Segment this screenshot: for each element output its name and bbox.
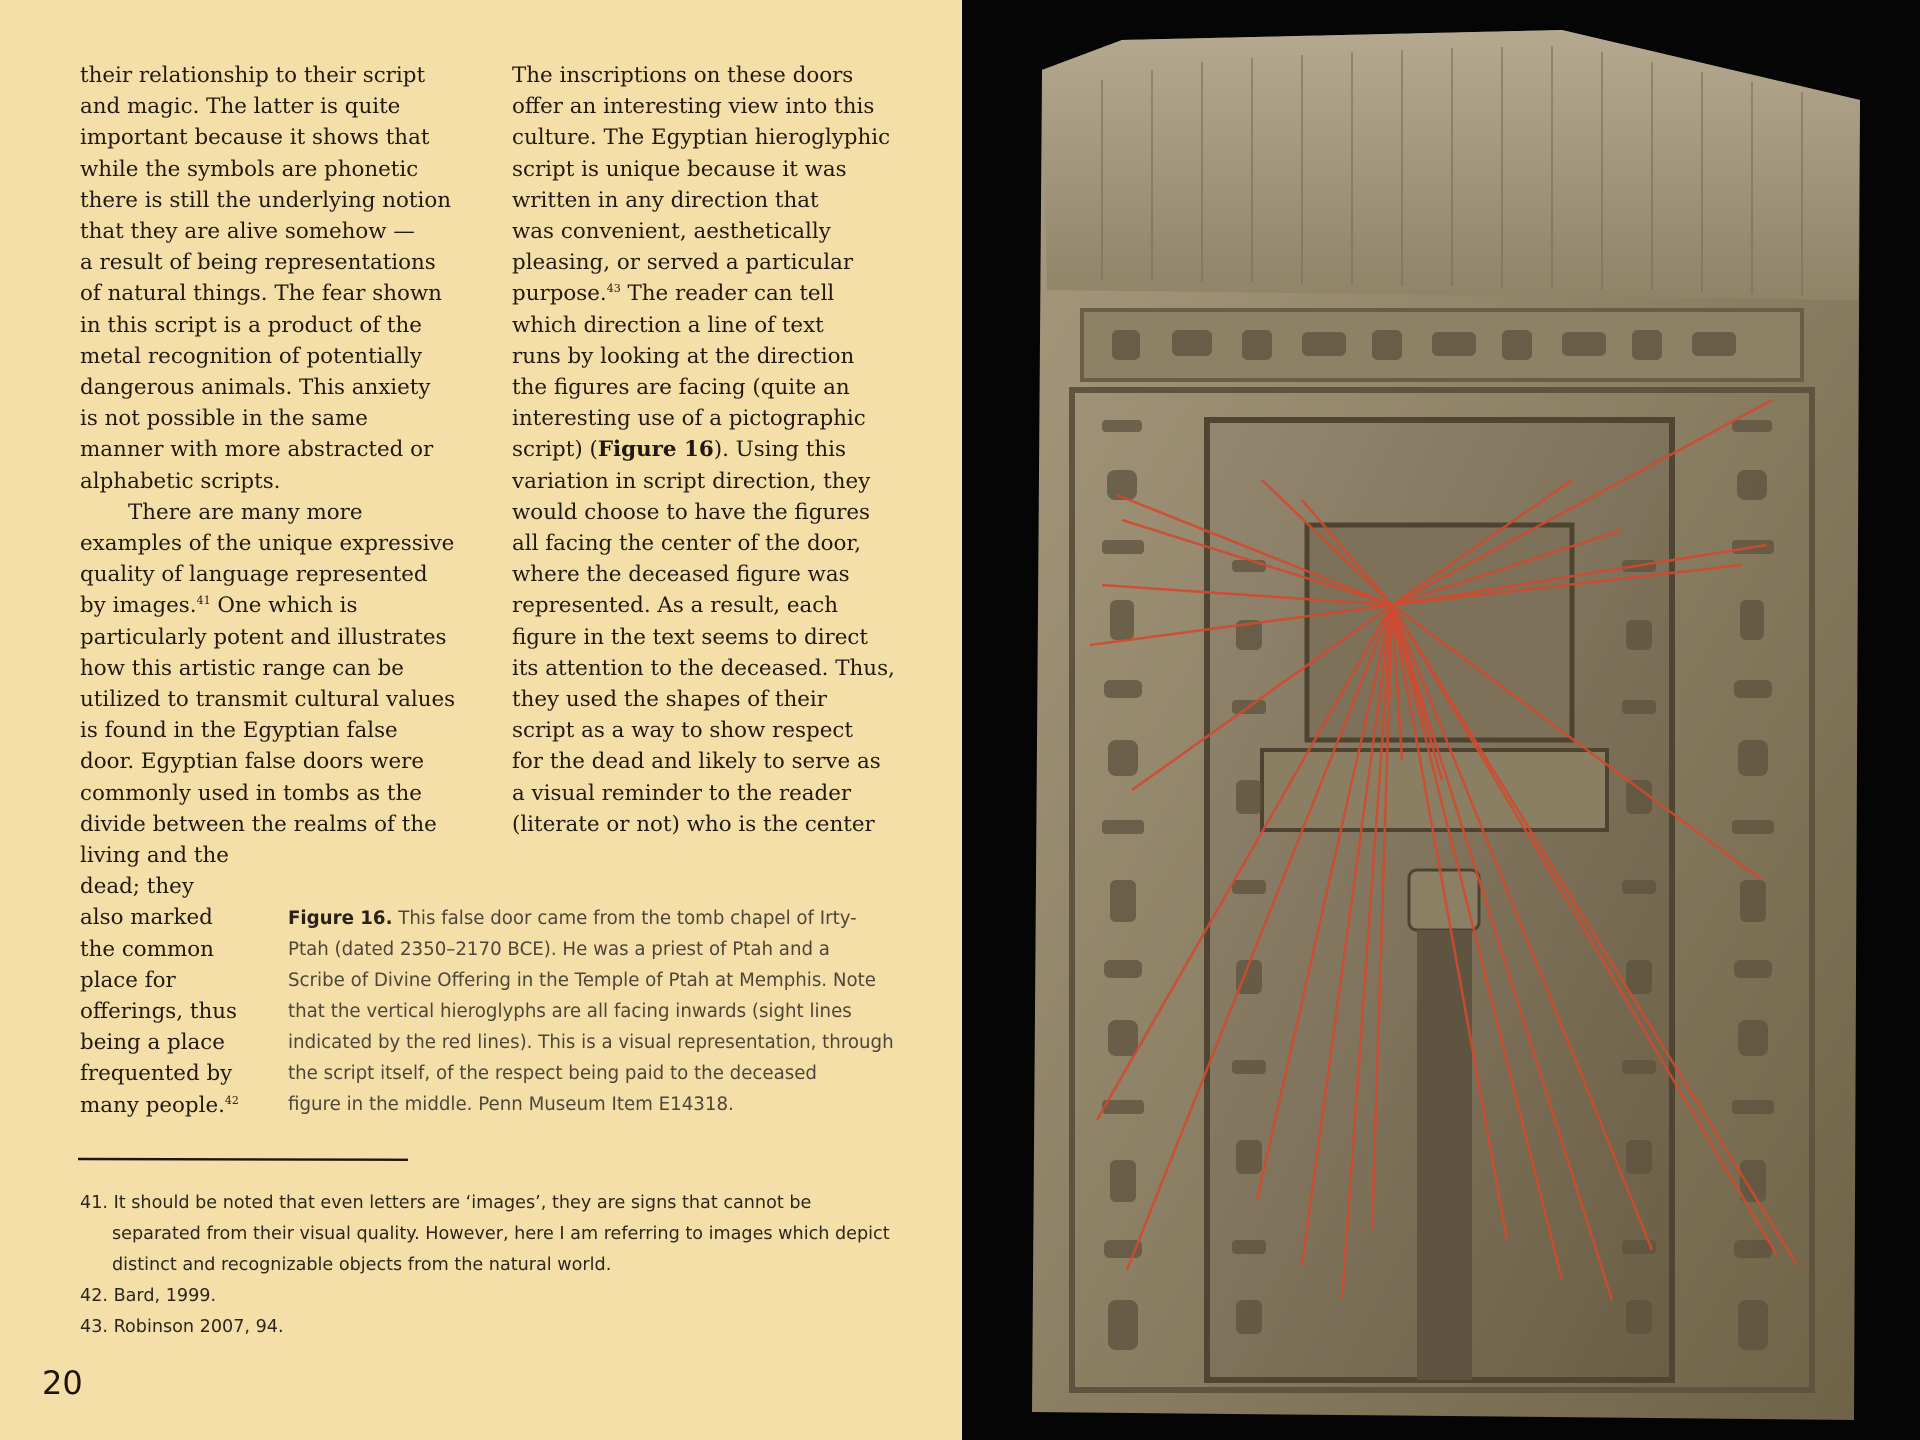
text-line: by images.: [80, 593, 197, 619]
text-line: The reader can tell: [620, 281, 835, 307]
text-line: also marked: [80, 905, 213, 931]
text-line: was convenient, aesthetically: [512, 219, 831, 245]
text-line: being a place: [80, 1030, 225, 1056]
text-line: frequented by: [80, 1061, 233, 1087]
text-line: their relationship to their script: [80, 63, 426, 88]
text-line: which direction a line of text: [512, 312, 824, 338]
drum: [1409, 870, 1479, 930]
footnote-divider: [78, 1157, 408, 1161]
caption-label: Figure 16.: [288, 908, 393, 929]
text-line: examples of the unique expressive: [80, 531, 455, 557]
false-door-photo: [962, 0, 1920, 1440]
body-column-1-narrow: [80, 840, 239, 1121]
text-line: is found in the Egyptian false: [80, 718, 398, 744]
caption-line: that the vertical hieroglyphs are all facing inwards (sight lines: [288, 1001, 852, 1022]
text-line: the common: [80, 936, 214, 962]
caption-line: This false door came from the tomb chapel of Irty-: [392, 908, 857, 929]
footnote-41: 41. It should be noted that even letters are ‘images’, they are signs that cannot be separated from their visual quality. However, here I am referring to images which depict distinct and recognizable objects from the natural world.: [80, 1193, 890, 1275]
text-line: (literate or not) who is the center: [512, 811, 875, 837]
lintel: [1262, 750, 1607, 830]
text-line: in this script is a product of the: [80, 312, 422, 338]
text-line: divide between the realms of the: [80, 811, 437, 837]
caption-line: figure in the middle. Penn Museum Item E14318.: [288, 1094, 734, 1115]
text-line: how this artistic range can be: [80, 655, 404, 681]
text-line: and magic. The latter is quite: [80, 94, 401, 120]
text-line: particularly potent and illustrates: [80, 624, 447, 650]
text-line: ). Using this: [713, 437, 846, 463]
text-line: represented. As a result, each: [512, 593, 839, 619]
text-line: there is still the underlying notion: [80, 187, 451, 213]
footnote-43: 43. Robinson 2007, 94.: [80, 1317, 284, 1337]
text-line: of natural things. The fear shown: [80, 281, 442, 307]
text-line: script is unique because it was: [512, 156, 847, 182]
text-line: dangerous animals. This anxiety: [80, 375, 431, 401]
text-line: figure in the text seems to direct: [512, 624, 869, 650]
body-column-2: [512, 60, 895, 840]
text-line: the figures are facing (quite an: [512, 375, 850, 401]
text-line: many people.: [80, 1092, 225, 1118]
text-line: script) (: [512, 437, 598, 463]
right-page: [962, 0, 1920, 1440]
text-line: One which is: [210, 593, 358, 619]
caption-line: the script itself, of the respect being paid to the deceased: [288, 1063, 817, 1084]
text-line: alphabetic scripts.: [80, 468, 281, 494]
text-line: offer an interesting view into this: [512, 94, 875, 120]
text-line: that they are alive somehow —: [80, 219, 415, 245]
text-line: utilized to transmit cultural values: [80, 687, 456, 713]
text-line: dead; they: [80, 874, 194, 900]
text-line: There are many more: [128, 499, 363, 525]
text-line: is not possible in the same: [80, 406, 368, 432]
footnotes: [80, 1188, 900, 1343]
figure-caption: [288, 903, 894, 1120]
text-line: manner with more abstracted or: [80, 437, 434, 463]
text-line: important because it shows that: [80, 125, 430, 151]
body-column-1: [80, 60, 455, 840]
text-line: they used the shapes of their: [512, 687, 827, 713]
text-line: a visual reminder to the reader: [512, 780, 852, 806]
text-line: door. Egyptian false doors were: [80, 749, 425, 775]
text-line: runs by looking at the direction: [512, 343, 855, 369]
page-number: 20: [42, 1364, 83, 1402]
text-line: script as a way to show respect: [512, 718, 853, 744]
text-line: where the deceased figure was: [512, 562, 850, 588]
text-line: metal recognition of potentially: [80, 343, 423, 369]
text-line: interesting use of a pictographic: [512, 406, 866, 432]
text-line: quality of language represented: [80, 562, 428, 588]
caption-line: indicated by the red lines). This is a visual representation, through: [288, 1032, 894, 1053]
text-line: commonly used in tombs as the: [80, 780, 422, 806]
text-line: The inscriptions on these doors: [512, 63, 854, 88]
text-line: a result of being representations: [80, 250, 436, 276]
text-line: place for: [80, 967, 176, 993]
footnote-42: 42. Bard, 1999.: [80, 1286, 217, 1306]
text-line: offerings, thus: [80, 999, 237, 1025]
footnote-ref-43[interactable]: 43: [606, 282, 621, 296]
text-line: pleasing, or served a particular: [512, 250, 854, 276]
text-line: would choose to have the figures: [512, 499, 871, 525]
text-line: written in any direction that: [512, 187, 819, 213]
caption-line: Ptah (dated 2350–2170 BCE). He was a priest of Ptah and a: [288, 939, 830, 960]
footnote-ref-41[interactable]: 41: [196, 594, 211, 608]
text-line: for the dead and likely to serve as: [512, 749, 881, 775]
text-line: its attention to the deceased. Thus,: [512, 655, 895, 681]
text-line: all facing the center of the door,: [512, 531, 862, 557]
figure-16-link[interactable]: Figure 16: [597, 437, 714, 463]
text-line: while the symbols are phonetic: [80, 156, 419, 182]
text-line: variation in script direction, they: [512, 468, 871, 494]
text-line: purpose.: [512, 281, 607, 307]
footnote-ref-42[interactable]: 42: [224, 1093, 239, 1107]
text-line: living and the: [80, 843, 229, 868]
text-line: culture. The Egyptian hieroglyphic: [512, 125, 891, 151]
caption-line: Scribe of Divine Offering in the Temple of Ptah at Memphis. Note: [288, 970, 876, 991]
